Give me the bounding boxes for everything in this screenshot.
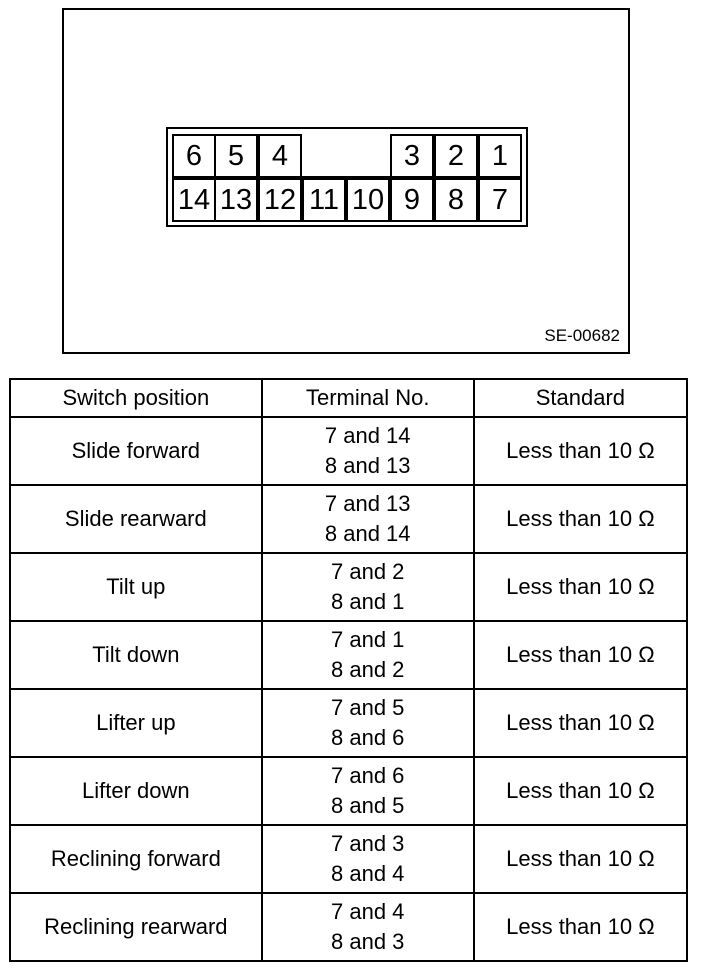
terminal-pair: 8 and 6 <box>331 725 405 750</box>
pin-13: 13 <box>214 178 258 222</box>
header-switch-position: Switch position <box>10 379 262 417</box>
cell-standard: Less than 10 Ω <box>474 417 687 485</box>
cell-terminal-no <box>262 621 474 689</box>
pin-11: 11 <box>302 178 346 222</box>
pin-12: 12 <box>258 178 302 222</box>
cell-standard: Less than 10 Ω <box>474 893 687 961</box>
cell-terminal-no <box>262 893 474 961</box>
pin-9: 9 <box>390 178 434 222</box>
pin-8: 8 <box>434 178 478 222</box>
table-row <box>10 689 687 757</box>
cell-standard: Less than 10 Ω <box>474 757 687 825</box>
pin-2: 2 <box>434 134 478 178</box>
cell-switch-position: Tilt up <box>10 553 262 621</box>
terminal-pair: 8 and 5 <box>331 793 405 818</box>
cell-switch-position: Slide forward <box>10 417 262 485</box>
table-row <box>10 621 687 689</box>
figure-code: SE-00682 <box>544 326 620 345</box>
terminal-pair: 8 and 13 <box>324 453 411 478</box>
terminal-pair: 7 and 4 <box>331 899 405 924</box>
terminal-pair: 8 and 4 <box>331 861 405 886</box>
connector-figure <box>62 8 630 354</box>
cell-switch-position: Tilt down <box>10 621 262 689</box>
cell-terminal-no <box>262 417 474 485</box>
pin-6: 6 <box>172 134 216 178</box>
terminal-pair: 8 and 2 <box>331 657 405 682</box>
table-row <box>10 757 687 825</box>
table-row <box>10 893 687 961</box>
terminal-pair: 7 and 3 <box>331 831 405 856</box>
pin-5: 5 <box>214 134 258 178</box>
pin-10: 10 <box>346 178 390 222</box>
terminal-pair: 7 and 13 <box>324 491 411 516</box>
cell-terminal-no <box>262 757 474 825</box>
pin-3: 3 <box>390 134 434 178</box>
table-row <box>10 825 687 893</box>
cell-switch-position: Reclining forward <box>10 825 262 893</box>
terminal-pair: 7 and 14 <box>324 423 411 448</box>
table-row <box>10 417 687 485</box>
cell-switch-position: Reclining rearward <box>10 893 262 961</box>
terminal-pair: 8 and 3 <box>331 929 405 954</box>
terminal-pair: 7 and 2 <box>331 559 405 584</box>
terminal-pair: 8 and 1 <box>331 589 405 614</box>
table-row <box>10 553 687 621</box>
pin-7: 7 <box>478 178 522 222</box>
cell-switch-position: Slide rearward <box>10 485 262 553</box>
pin-4: 4 <box>258 134 302 178</box>
switch-inspection-table <box>9 378 688 962</box>
terminal-pair: 7 and 5 <box>331 695 405 720</box>
header-standard: Standard <box>474 379 687 417</box>
cell-terminal-no <box>262 825 474 893</box>
table-row <box>10 485 687 553</box>
cell-standard: Less than 10 Ω <box>474 621 687 689</box>
cell-standard: Less than 10 Ω <box>474 825 687 893</box>
cell-terminal-no <box>262 553 474 621</box>
terminal-pair: 8 and 14 <box>324 521 411 546</box>
cell-switch-position: Lifter down <box>10 757 262 825</box>
terminal-pair: 7 and 6 <box>331 763 405 788</box>
cell-switch-position: Lifter up <box>10 689 262 757</box>
cell-terminal-no <box>262 485 474 553</box>
pin-14: 14 <box>172 178 216 222</box>
header-terminal-no: Terminal No. <box>262 379 474 417</box>
connector-gap <box>302 134 390 178</box>
cell-standard: Less than 10 Ω <box>474 485 687 553</box>
cell-standard: Less than 10 Ω <box>474 553 687 621</box>
table-header-row <box>10 379 687 417</box>
terminal-pair: 7 and 1 <box>331 627 405 652</box>
connector-diagram <box>166 127 528 227</box>
cell-terminal-no <box>262 689 474 757</box>
pin-1: 1 <box>478 134 522 178</box>
cell-standard: Less than 10 Ω <box>474 689 687 757</box>
